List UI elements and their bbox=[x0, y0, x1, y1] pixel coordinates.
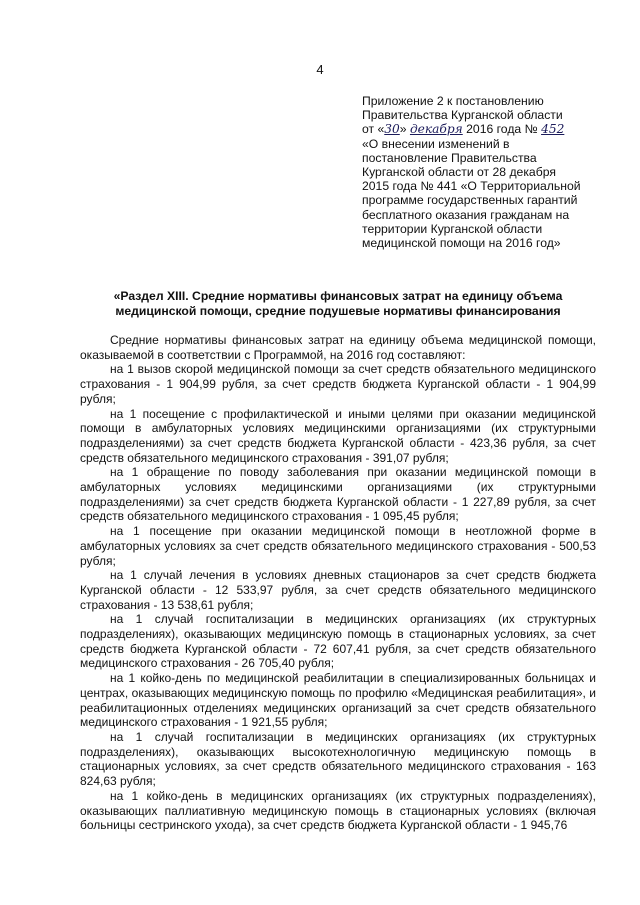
appendix-date-line bbox=[362, 122, 622, 136]
date-number-handwritten: 452 bbox=[541, 122, 565, 137]
appendix-line: «О внесении изменений в bbox=[362, 136, 510, 151]
section-title bbox=[80, 289, 596, 318]
paragraph: на 1 койко-день по медицинской реабилитации в специализированных больницах и центрах, оказывающих медицинскую помощь по профилю «Медицинская реабилитация», и реабилитационных отделениях медицинских организаций за счет средств обязательного медицинского страхования - 1 921,55 рубля; bbox=[80, 671, 596, 730]
appendix-line: Курганской области от 28 декабря bbox=[362, 165, 556, 180]
appendix-line: Правительства Курганской области bbox=[362, 108, 563, 123]
paragraph: на 1 случай госпитализации в медицинских организациях (их структурных подразделениях), оказывающих высокотехнологичную медицинскую помощь в стационарных условиях, за счет средств обязательного медицинского страхования - 163 824,63 рубля; bbox=[80, 729, 596, 789]
section-title-line: медицинской помощи, средние подушевые нормативы финансирования bbox=[115, 303, 561, 318]
appendix-header bbox=[362, 94, 622, 250]
paragraph: на 1 случай лечения в условиях дневных стационаров за счет средств бюджета Курганской области - 12 533,97 рубля, за счет средств обязательного медицинского страхования - 13 538,61 рубля; bbox=[80, 568, 596, 612]
page-number: 4 bbox=[316, 62, 324, 77]
paragraph: на 1 случай госпитализации в медицинских организациях (их структурных подразделениях), оказывающих медицинскую помощь в стационарных условиях, за счет средств бюджета Курганской области - 72 607,41 рубля, за счет средств обязательного медицинского страхования - 26 705,40 рубля; bbox=[80, 612, 596, 671]
appendix-line: Приложение 2 к постановлению bbox=[362, 94, 544, 108]
appendix-line: территории Курганской области bbox=[362, 221, 543, 236]
paragraph: на 1 обращение по поводу заболевания при оказании медицинской помощи в амбулаторных условиях медицинскими организациями (их структурными подразделениями) за счет средств бюджета Курганской области - 1 227,89 рубля, за счет средств обязательного медицинского страхования - 1 095,45 рубля; bbox=[80, 465, 596, 524]
paragraph: на 1 посещение с профилактической и иными целями при оказании медицинской помощи в амбулаторных условиях медицинскими организациями (их структурными подразделениями) за счет средств бюджета Курганской области - 423,36 рубля, за счет средств обязательного медицинского страхования - 391,07 рубля; bbox=[80, 406, 596, 465]
appendix-line: постановление Правительства bbox=[362, 150, 537, 165]
paragraph: на 1 койко-день в медицинских организациях (их структурных подразделениях), оказывающих паллиативную медицинскую помощь в стационарных условиях (включая больницы сестринского ухода), за счет средств бюджета Курганской области - 1 945,76 bbox=[80, 788, 596, 833]
document-body bbox=[80, 333, 596, 833]
date-day-handwritten: 30 bbox=[384, 122, 400, 137]
appendix-line: 2015 года № 441 «О Территориальной bbox=[362, 179, 581, 194]
date-mid: » bbox=[399, 122, 410, 137]
paragraph: Средние нормативы финансовых затрат на единицу объема медицинской помощи, оказываемой в соответствии с Программой, на 2016 год составляют: bbox=[80, 333, 596, 362]
paragraph: на 1 вызов скорой медицинской помощи за счет средств обязательного медицинского страхования - 1 904,99 рубля, за счет средств бюджета Курганской области - 1 904,99 рубля; bbox=[80, 362, 596, 406]
section-title-line: «Раздел XIII. Средние нормативы финансовых затрат на единицу объема bbox=[113, 289, 563, 303]
appendix-line: бесплатного оказания гражданам на bbox=[362, 207, 570, 222]
date-year: 2016 года № bbox=[462, 122, 542, 137]
date-month-handwritten: декабря bbox=[409, 122, 463, 137]
appendix-line: медицинской помощи на 2016 год» bbox=[362, 236, 561, 251]
date-prefix: от « bbox=[362, 122, 385, 137]
appendix-line: программе государственных гарантий bbox=[362, 193, 578, 208]
paragraph: на 1 посещение при оказании медицинской помощи в неотложной форме в амбулаторных условиях за счет средств обязательного медицинского страхования - 500,53 рубля; bbox=[80, 524, 596, 568]
